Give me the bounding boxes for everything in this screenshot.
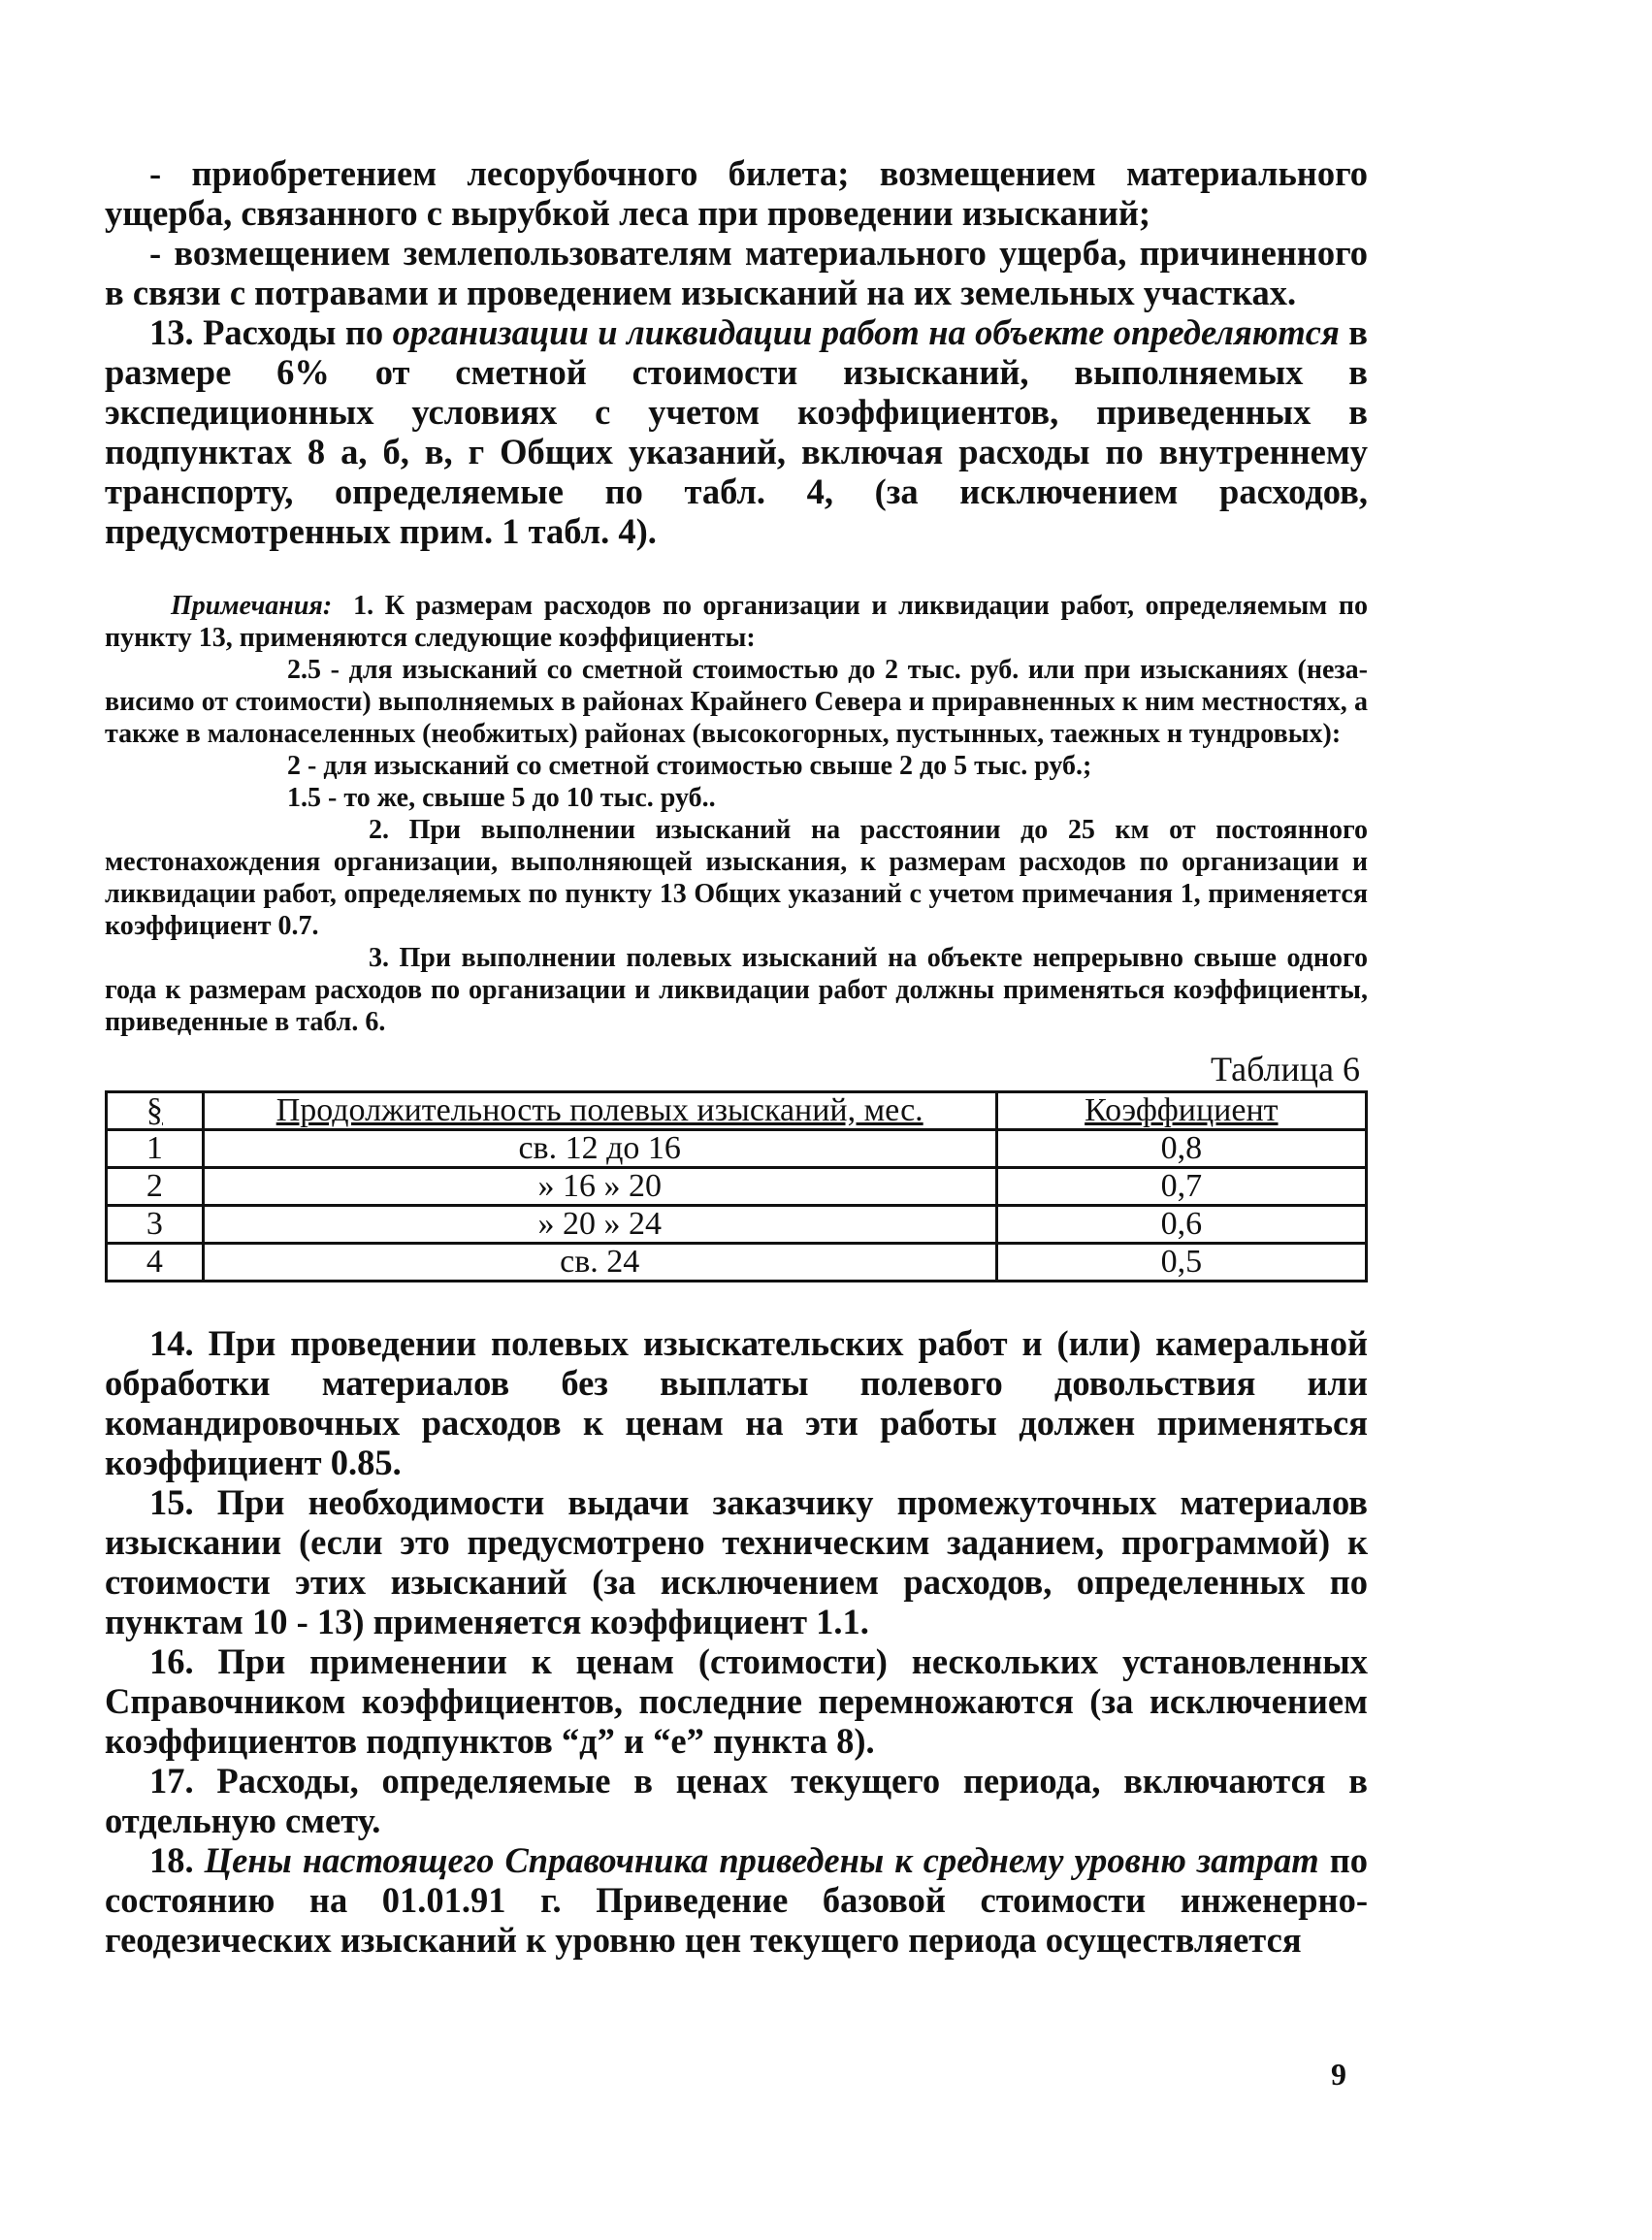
cell-section: 4 [107,1244,204,1282]
para13-rest: в размере 6% от сметной стоимости изысканий, выполняемых в экспедиционных условиях с учетом коэффициентов, приведенных в подпунктах 8 а, б, в, г Общих указаний, включая расходы по внутреннему транспорту, определяемые по табл. 4, (за исключением расходов, предусмотренных прим. 1 табл. 4). [105,312,1368,551]
para18-emphasis: Цены настоящего Справочника приведены к среднему уровню затрат [204,1840,1319,1880]
table-header-row [107,1092,1367,1130]
paragraph-13 [105,312,1368,551]
paragraph-14: 14. При проведении полевых изыскательских работ и (или) камеральной обработки материалов без выплаты полевого довольствия или командировочных расходов к ценам на эти работы должен применяться коэффициент 0.85. [105,1323,1368,1482]
note-3: 3. При выполнении полевых изысканий на объекте непрерывно свыше одного года к размерам расходов по организации и ликвидации работ должны применяться коэффициенты, приведенные в табл. 6. [105,943,1368,1037]
para13-lead: 13. Расходы по [149,312,393,352]
cell-duration: » 20 » 24 [203,1206,996,1244]
document-page [105,153,1368,1960]
cell-section: 3 [107,1206,204,1244]
paragraph-15: 15. При необходимости выдачи заказчику промежуточных материалов изыскании (если это предусмотрено техническим заданием, программой) к стоимости этих изысканий (за исключением расходов, определенных по пунктам 10 - 13) применяется коэффициент 1.1. [105,1482,1368,1641]
notes-block [105,590,1368,1038]
para18-rest: по состоянию на 01.01.91 г. Приведение базовой стоимости инженерно-геодезических изысканий к уровню цен текущего периода осуществляется [105,1840,1369,1960]
header-duration: Продолжительность полевых изысканий, мес. [203,1092,996,1130]
cell-coefficient: 0,5 [996,1244,1366,1282]
page-number: 9 [1331,2057,1346,2092]
header-coefficient: Коэффициент [996,1092,1366,1130]
note-1-head [105,590,1368,654]
note-1-item-b: 2 - для изысканий со сметной стоимостью свыше 2 до 5 тыс. руб.; [287,751,1092,781]
para18-lead: 18. [149,1840,205,1880]
note-2: 2. При выполнении изысканий на расстоянии до 25 км от постоянного местонахождения организации, выполняющей изыскания, к размерам расходов по организации и ликвидации работ, определяемых по пункту 13 Общих указаний с учетом примечания 1, применяется коэффициент 0.7. [105,815,1368,941]
paragraph-top-1: - приобретением лесорубочного билета; возмещением материального ущерба, связанного с вырубкой леса при проведении изысканий; [105,153,1368,233]
note-1-text: 1. К размерам расходов по организации и ликвидации работ, определяемым по пункту 13, применяются следующие коэффициенты: [105,591,1368,653]
table-row [107,1206,1367,1244]
cell-section: 1 [107,1130,204,1168]
table-row [107,1130,1367,1168]
paragraph-17: 17. Расходы, определяемые в ценах текущего периода, включаются в отдельную смету. [105,1761,1368,1840]
paragraph-18 [105,1840,1368,1960]
paragraph-16: 16. При применении к ценам (стоимости) нескольких установленных Справочником коэффициентов, последние перемножаются (за исключением коэффициентов подпунктов “д” и “е” пункта 8). [105,1641,1368,1761]
table-caption: Таблица 6 [1211,1050,1360,1088]
table-row [107,1168,1367,1206]
cell-coefficient: 0,7 [996,1168,1366,1206]
note-1-item-c: 1.5 - то же, свыше 5 до 10 тыс. руб.. [287,783,716,813]
cell-duration: св. 24 [203,1244,996,1282]
cell-duration: св. 12 до 16 [203,1130,996,1168]
cell-coefficient: 0,6 [996,1206,1366,1244]
paragraph-top-2: - возмещением землепользователям материального ущерба, причиненного в связи с потравами и проведением изысканий на их земельных участках. [105,233,1368,312]
header-section: § [107,1092,204,1130]
cell-duration: » 16 » 20 [203,1168,996,1206]
cell-coefficient: 0,8 [996,1130,1366,1168]
coefficient-table [105,1090,1368,1282]
cell-section: 2 [107,1168,204,1206]
table-row [107,1244,1367,1282]
notes-label: Примечания: [171,591,333,621]
note-1-item-a: 2.5 - для изысканий со сметной стоимостью до 2 тыс. руб. или при изысканиях (неза-висимо от стоимости) выполняемых в районах Крайнего Севера и приравненных к ним местностях, а также в малонаселенных (необжитых) районах (высокогорных, пустынных, таежных н тундровых): [105,655,1368,749]
para13-emphasis: организации и ликвидации работ на объекте определяются [392,312,1340,352]
